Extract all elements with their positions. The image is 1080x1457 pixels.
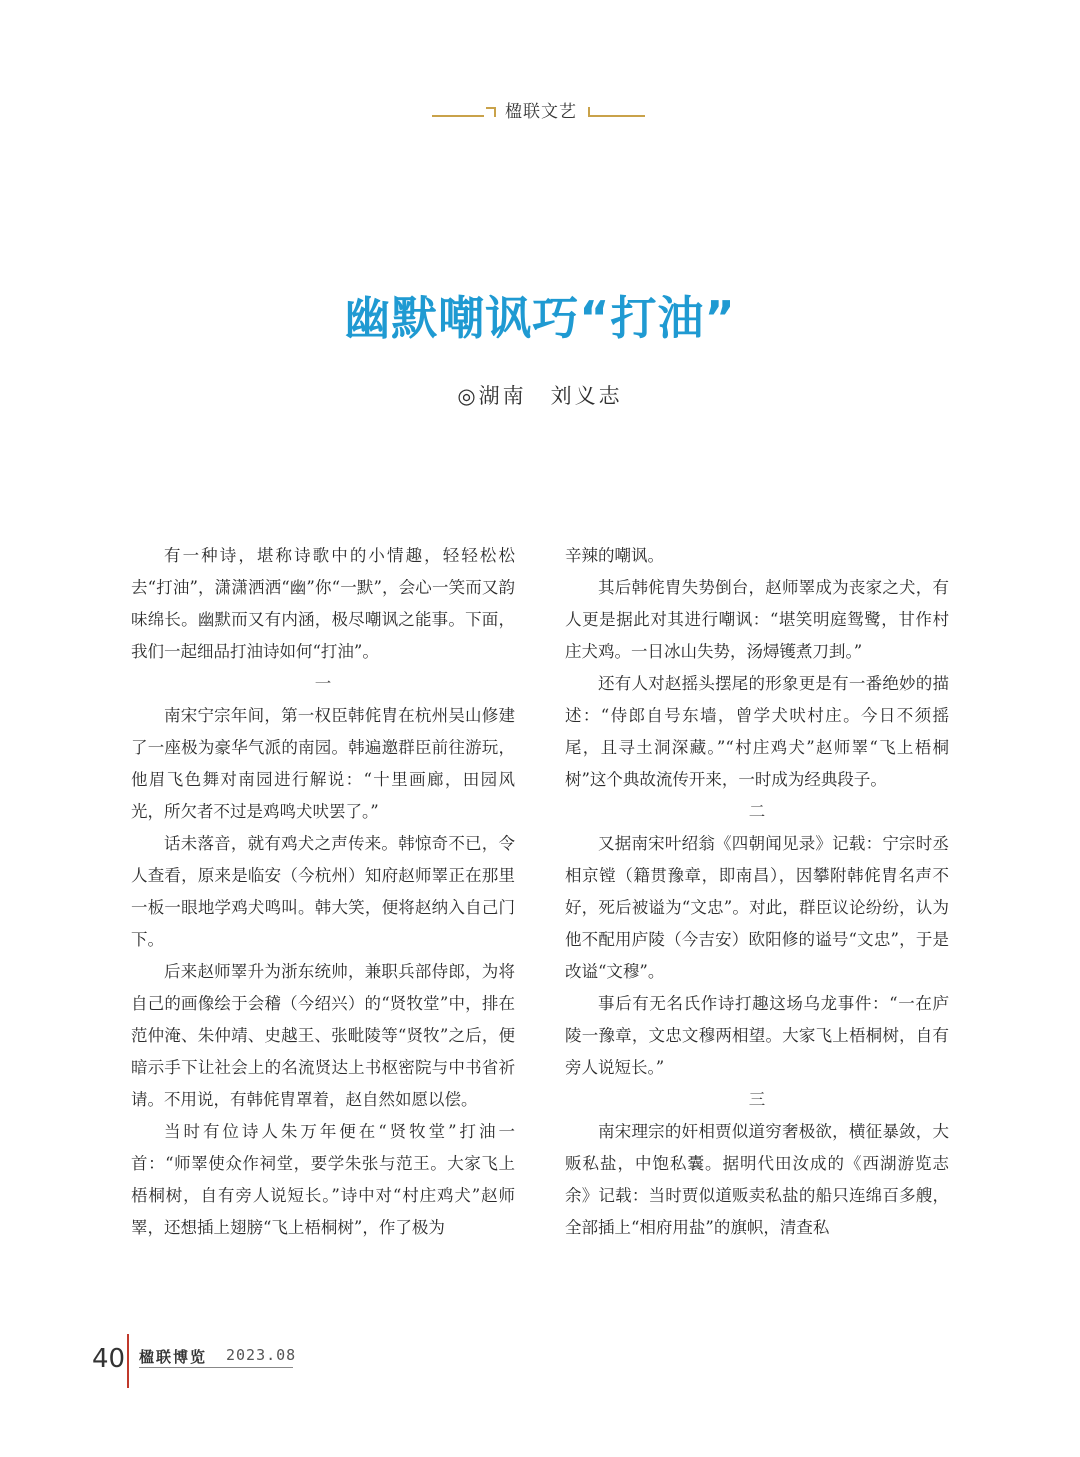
- paragraph: 还有人对赵摇头摆尾的形象更是有一番绝妙的描述：“侍郎自号东墙，曾学犬吠村庄。今日不须摇尾，且寻土洞深藏。”“村庄鸡犬”赵师睪“飞上梧桐树”这个典故流传开来，一时成为经典段子。: [565, 674, 949, 789]
- text-column-right: [565, 540, 949, 1244]
- paragraph: 事后有无名氏作诗打趣这场乌龙事件：“一在庐陵一豫章，文忠文穆两相望。大家飞上梧桐树，自有旁人说短长。”: [565, 994, 949, 1077]
- section-heading-3: 三: [748, 1090, 766, 1109]
- header-ornament-left: [486, 107, 496, 117]
- paragraph: 当时有位诗人朱万年便在“贤牧堂”打油一首：“师睪使众作祠堂，要学朱张与范王。大家飞上梧桐树，自有旁人说短长。”诗中对“村庄鸡犬”赵师睪，还想插上翅膀“飞上梧桐树”，作了极为: [131, 1122, 515, 1237]
- section-label: 楹联文艺: [505, 102, 577, 122]
- header-rule-left: [432, 115, 484, 117]
- issue-date: 2023.08: [226, 1346, 297, 1364]
- paragraph: 又据南宋叶绍翁《四朝闻见录》记载：宁宗时丞相京镗（籍贯豫章，即南昌），因攀附韩侂胄名声不好，死后被谥为“文忠”。对此，群臣议论纷纷，认为他不配用庐陵（今吉安）欧阳修的谥号“文忠”，于是改谥“文穆”。: [565, 834, 949, 981]
- author-region: ◎湖南: [457, 384, 527, 408]
- article-title: 幽默嘲讽巧“打油”: [344, 291, 736, 345]
- section-heading-2: 二: [748, 802, 766, 821]
- paragraph: 有一种诗，堪称诗歌中的小情趣，轻轻松松去“打油”，潇潇洒洒“幽”你“一默”，会心一笑而又韵味绵长。幽默而又有内涵，极尽嘲讽之能事。下面，我们一起细品打油诗如何“打油”。: [131, 546, 515, 661]
- article-author: [0, 380, 1080, 410]
- section-heading-1: 一: [314, 674, 332, 693]
- footer-divider: [127, 1334, 129, 1388]
- author-name: 刘义志: [550, 384, 623, 408]
- paragraph-continued: 辛辣的嘲讽。: [565, 546, 664, 565]
- footer-underline: [139, 1367, 293, 1368]
- paragraph: 话未落音，就有鸡犬之声传来。韩惊奇不已，令人查看，原来是临安（今杭州）知府赵师睪正在那里一板一眼地学鸡犬鸣叫。韩大笑，便将赵纳入自己门下。: [131, 834, 515, 949]
- magazine-name: 楹联博览: [139, 1348, 208, 1366]
- paragraph: 后来赵师睪升为浙东统帅，兼职兵部侍郎，为将自己的画像绘于会稽（今绍兴）的“贤牧堂”中，排在范仲淹、朱仲靖、史越王、张毗陵等“贤牧”之后，便暗示手下让社会上的名流贤达上书枢密院与中书省祈请。不用说，有韩侂胄罩着，赵自然如愿以偿。: [131, 962, 515, 1109]
- paragraph: 南宋理宗的奸相贾似道穷奢极欲，横征暴敛，大贩私盐，中饱私囊。据明代田汝成的《西湖游览志余》记载：当时贾似道贩卖私盐的船只连绵百多艘，全部插上“相府用盐”的旗帜，清查私: [565, 1122, 949, 1237]
- header-rule-right: [597, 115, 645, 117]
- paragraph: 其后韩侂胄失势倒台，赵师睪成为丧家之犬，有人更是据此对其进行嘲讽：“堪笑明庭鸳鹭，甘作村庄犬鸡。一日冰山失势，汤燖镬煮刀刲。”: [565, 578, 949, 661]
- page-number: 40: [92, 1344, 126, 1374]
- section-header: [0, 98, 1080, 128]
- paragraph: 南宋宁宗年间，第一权臣韩侂胄在杭州吴山修建了一座极为豪华气派的南园。韩遍邀群臣前往游玩，他眉飞色舞对南园进行解说：“十里画廊，田园风光，所欠者不过是鸡鸣犬吠罢了。”: [131, 706, 515, 821]
- text-column-left: [131, 540, 515, 1244]
